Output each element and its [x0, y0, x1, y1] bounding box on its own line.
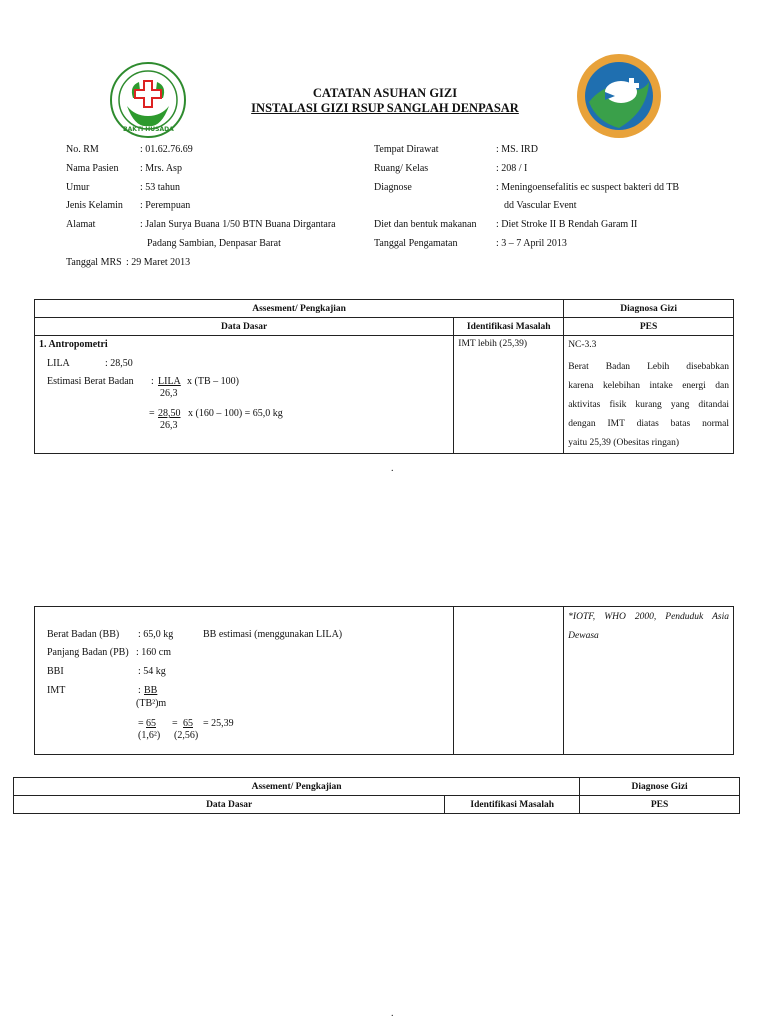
identifikasi-cell-2: [454, 607, 564, 755]
no-rm-value: : 01.62.76.69: [140, 144, 193, 155]
header-data-dasar-3: Data Dasar: [14, 796, 445, 814]
umur-value: : 53 tahun: [140, 182, 180, 193]
diagnose-value-1: : Meningoensefalitis ec suspect bakteri dd TB: [496, 182, 680, 193]
umur-label: Umur: [66, 182, 90, 193]
alamat-value-2: Padang Sambian, Denpasar Barat: [147, 238, 281, 249]
header-identifikasi-3: Identifikasi Masalah: [445, 796, 580, 814]
tempat-label: Tempat Dirawat: [374, 144, 439, 155]
reference-cell: [564, 607, 734, 755]
lila-label: LILA: [47, 358, 70, 369]
diet-label: Diet dan bentuk makanan: [374, 219, 477, 230]
title-line-1: CATATAN ASUHAN GIZI: [312, 86, 458, 100]
pes-line-4: dengan IMT diatas batas normal: [568, 419, 729, 429]
calc-numerator-2: 65: [183, 718, 193, 729]
nama-value: : Mrs. Asp: [140, 163, 182, 174]
calc-eq-1: =: [138, 718, 144, 729]
pb-label: Panjang Badan (PB): [47, 647, 129, 658]
bb-value: : 65,0 kg: [138, 629, 174, 640]
imt-label: IMT: [47, 685, 66, 696]
pes-line-2: karena kelebihan intake energi dan: [568, 381, 729, 391]
imt-numerator: BB: [144, 685, 158, 696]
pes-cell: [564, 336, 734, 454]
jk-value: : Perempuan: [140, 200, 191, 211]
pes-line-3: aktivitas fisik kurang yang ditandai: [568, 400, 729, 410]
pb-value: : 160 cm: [136, 647, 171, 658]
assessment-table-3: [13, 777, 740, 814]
tgl-label: Tanggal Pengamatan: [374, 238, 458, 249]
alamat-label: Alamat: [66, 219, 96, 230]
header-pes-3: PES: [580, 796, 740, 814]
ruang-value: : 208 / I: [496, 163, 528, 174]
reference-line-1: *IOTF, WHO 2000, Penduduk Asia: [568, 612, 729, 622]
formula-rest-2: x (160 – 100) = 65,0 kg: [188, 408, 283, 419]
assessment-table-2: [34, 606, 734, 755]
logo-left-text: BAKTI HUSADA: [123, 126, 174, 133]
page-dot-2: .: [391, 1008, 394, 1019]
tgl-value: : 3 – 7 April 2013: [496, 238, 567, 249]
lila-value: : 28,50: [105, 358, 133, 369]
bb-estimasi: BB estimasi (menggunakan LILA): [203, 629, 343, 640]
no-rm-label: No. RM: [66, 144, 99, 155]
header-data-dasar: Data Dasar: [35, 318, 454, 336]
mrs-label: Tanggal MRS: [66, 257, 122, 268]
calc-denominator-2: (2,56): [174, 730, 199, 741]
header-pes: PES: [564, 318, 734, 336]
numerator-2: 28,50: [158, 408, 181, 419]
imt-denominator: (TB²)m: [136, 698, 167, 709]
pes-line-1: Berat Badan Lebih disebabkan: [568, 362, 729, 372]
diagnose-label: Diagnose: [374, 182, 412, 193]
calc-eq-2: =: [172, 718, 178, 729]
calc-numerator-1: 65: [146, 718, 156, 729]
identifikasi-cell: [454, 336, 564, 454]
title-line-2: INSTALASI GIZI RSUP SANGLAH DENPASAR: [251, 101, 519, 115]
logo-rsup-sanglah: [575, 52, 663, 140]
header-identifikasi: Identifikasi Masalah: [454, 318, 564, 336]
logo-bakti-husada: [105, 58, 191, 142]
calc-result: = 25,39: [203, 718, 234, 729]
antropometri-cell: [35, 336, 454, 454]
page-dot-1: .: [391, 463, 394, 474]
identifikasi-value: IMT lebih (25,39): [458, 339, 527, 349]
eq-prefix: =: [149, 408, 155, 419]
bbi-value: : 54 kg: [138, 666, 166, 677]
pes-line-5: yaitu 25,39 (Obesitas ringan): [568, 438, 679, 448]
reference-line-2: Dewasa: [568, 631, 599, 641]
estimasi-prefix: :: [151, 376, 154, 387]
denominator-2: 26,3: [160, 420, 178, 431]
ruang-label: Ruang/ Kelas: [374, 163, 429, 174]
pes-code: NC-3.3: [568, 340, 597, 350]
diet-value: : Diet Stroke II B Rendah Garam II: [496, 219, 638, 230]
bb-label: Berat Badan (BB): [47, 629, 120, 640]
measurement-cell: [35, 607, 454, 755]
rsup-sanglah-emblem-icon: [575, 52, 663, 140]
calc-denominator-1: (1,6²): [138, 730, 161, 741]
tempat-value: : MS. IRD: [496, 144, 538, 155]
imt-prefix: :: [138, 685, 141, 696]
header-diagnose-3: Diagnose Gizi: [580, 778, 740, 796]
lila-numerator: LILA: [158, 376, 181, 387]
mrs-value: : 29 Maret 2013: [126, 257, 191, 268]
formula-rest: x (TB – 100): [187, 376, 239, 387]
header-assessment: Assesment/ Pengkajian: [35, 300, 564, 318]
denominator-1: 26,3: [160, 388, 178, 399]
nama-label: Nama Pasien: [66, 163, 119, 174]
assessment-table-1: [34, 299, 734, 454]
estimasi-label: Estimasi Berat Badan: [47, 376, 134, 387]
alamat-value-1: : Jalan Surya Buana 1/50 BTN Buana Dirgantara: [140, 219, 336, 230]
section-antropometri: 1. Antropometri: [39, 339, 108, 350]
header-assement-3: Assement/ Pengkajian: [14, 778, 580, 796]
diagnose-value-2: dd Vascular Event: [504, 200, 577, 211]
bbi-label: BBI: [47, 666, 64, 677]
jk-label: Jenis Kelamin: [66, 200, 123, 211]
header-diagnosa: Diagnosa Gizi: [564, 300, 734, 318]
